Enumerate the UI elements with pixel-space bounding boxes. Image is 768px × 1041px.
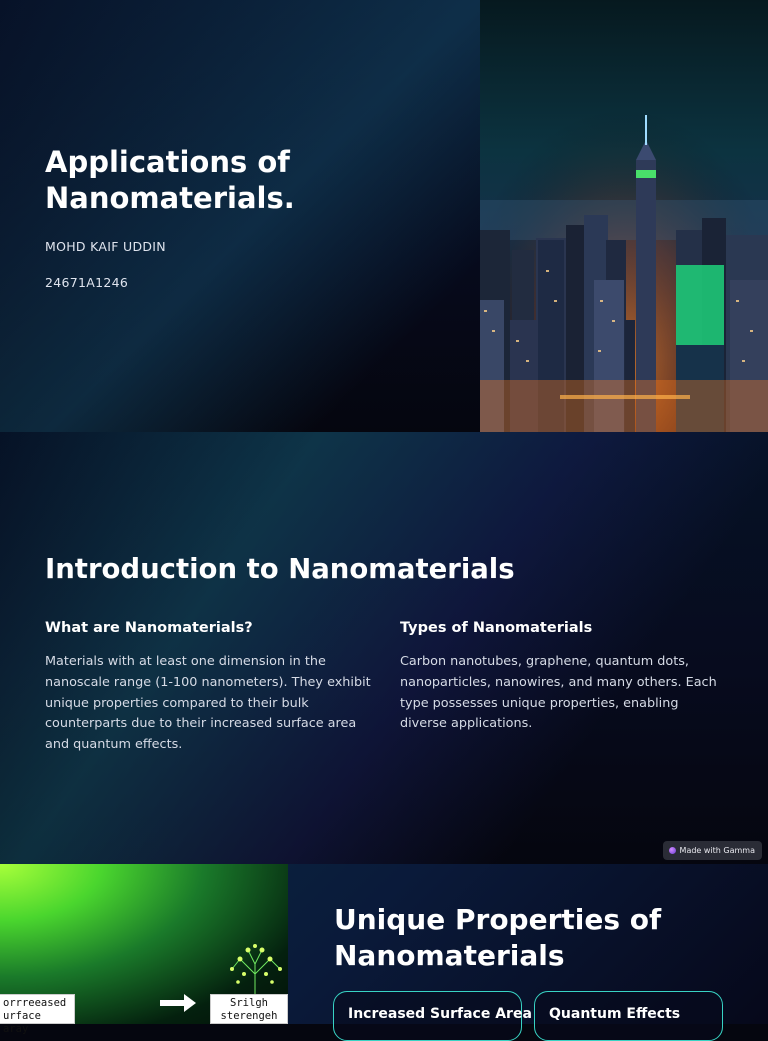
column-heading: What are Nanomaterials?	[45, 620, 253, 636]
introduction-slide	[0, 432, 768, 864]
city-skyline-illustration	[480, 0, 768, 432]
image-label-left: orrreeased urface aray	[0, 994, 75, 1024]
column-body: Materials with at least one dimension in the nanoscale range (1-100 nanometers). They exhibit unique properties compared to their bulk counterparts due to their increased surface area and quantum effects.	[45, 654, 371, 753]
made-with-gamma-badge[interactable]	[663, 841, 762, 860]
student-id: 24671A1246	[45, 275, 129, 290]
arrow-right-icon	[160, 994, 196, 1012]
nanomaterial-illustration	[0, 864, 288, 1035]
introduction-title: Introduction to Nanomaterials	[45, 553, 515, 585]
column-body: Carbon nanotubes, graphene, quantum dots, nanoparticles, nanowires, and many others. Each type possesses unique properties, enabling diverse applications.	[400, 654, 717, 732]
image-label-right: Srilgh sterengeh	[210, 994, 288, 1024]
unique-properties-title: Unique Properties of Nanomaterials	[334, 903, 662, 972]
gamma-logo-icon	[669, 847, 676, 854]
unique-properties-slide	[0, 864, 768, 1035]
city-skyline-image	[480, 0, 768, 432]
title-slide	[0, 0, 768, 432]
what-are-nanomaterials-column	[45, 620, 375, 756]
property-card-quantum-effects: Quantum Effects	[534, 991, 723, 1041]
column-heading: Types of Nanomaterials	[400, 620, 593, 636]
types-of-nanomaterials-column	[400, 620, 720, 735]
presentation-title: Applications of Nanomaterials.	[45, 145, 295, 215]
author-name: MOHD KAIF UDDIN	[45, 239, 166, 254]
property-card-surface-area: Increased Surface Area	[333, 991, 522, 1041]
badge-label: Made with Gamma	[679, 846, 755, 855]
